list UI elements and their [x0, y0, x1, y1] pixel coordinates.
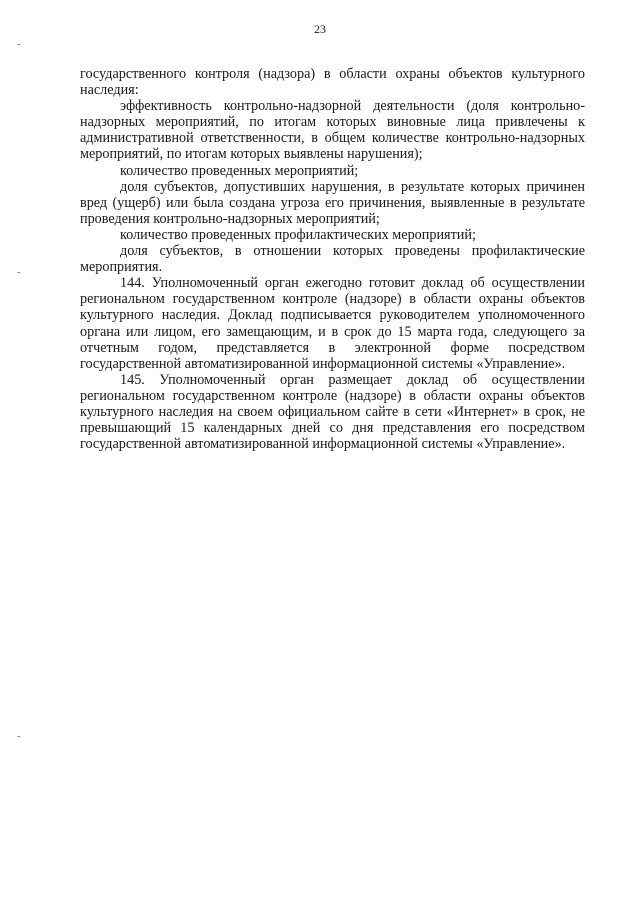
paragraph-145: 145. Уполномоченный орган размещает доклад об осуществлении региональном государственном контроле (надзоре) в области охраны объектов культурного наследия на своем официальном сайте в сети «Интернет» в срок, не превышающий 15 календарных дней со дня представления его посредством государственной автоматизированной информационной системы «Управление». [80, 371, 585, 453]
paragraph-measures-count: количество проведенных мероприятий; [120, 162, 359, 179]
page-number: 23 [314, 22, 326, 36]
margin-mark: - [17, 731, 21, 742]
paragraph-effectiveness: эффективность контрольно-надзорной деятельности (доля контрольно-надзорных мероприятий, по итогам которых виновные лица привлечены к административной ответственности, в общем количестве контрольно-надзорных мероприятий, по итогам которых выявлены нарушения); [80, 98, 585, 163]
paragraph-preventive-count: количество проведенных профилактических мероприятий; [120, 226, 476, 243]
paragraph-144: 144. Уполномоченный орган ежегодно готовит доклад об осуществлении региональном государственном контроле (надзоре) в области охраны объектов культурного наследия. Доклад подписывается руководителем уполномоченного органа или лицом, его замещающим, и в срок до 15 марта года, следующего за отчетным годом, представляется в электронной форме посредством государственной автоматизированной информационной системы «Управление». [80, 275, 585, 372]
margin-mark: - [17, 267, 21, 278]
paragraph-intro: государственного контроля (надзора) в области охраны объектов культурного наследия: [80, 66, 585, 99]
document-body [80, 66, 585, 452]
paragraph-preventive-share: доля субъектов, в отношении которых проведены профилактические мероприятия. [80, 243, 585, 276]
margin-mark: - [17, 39, 21, 50]
paragraph-violators-share: доля субъектов, допустивших нарушения, в результате которых причинен вред (ущерб) или была создана угроза его причинения, выявленные в результате проведения контрольно-надзорных мероприятий; [80, 178, 585, 227]
